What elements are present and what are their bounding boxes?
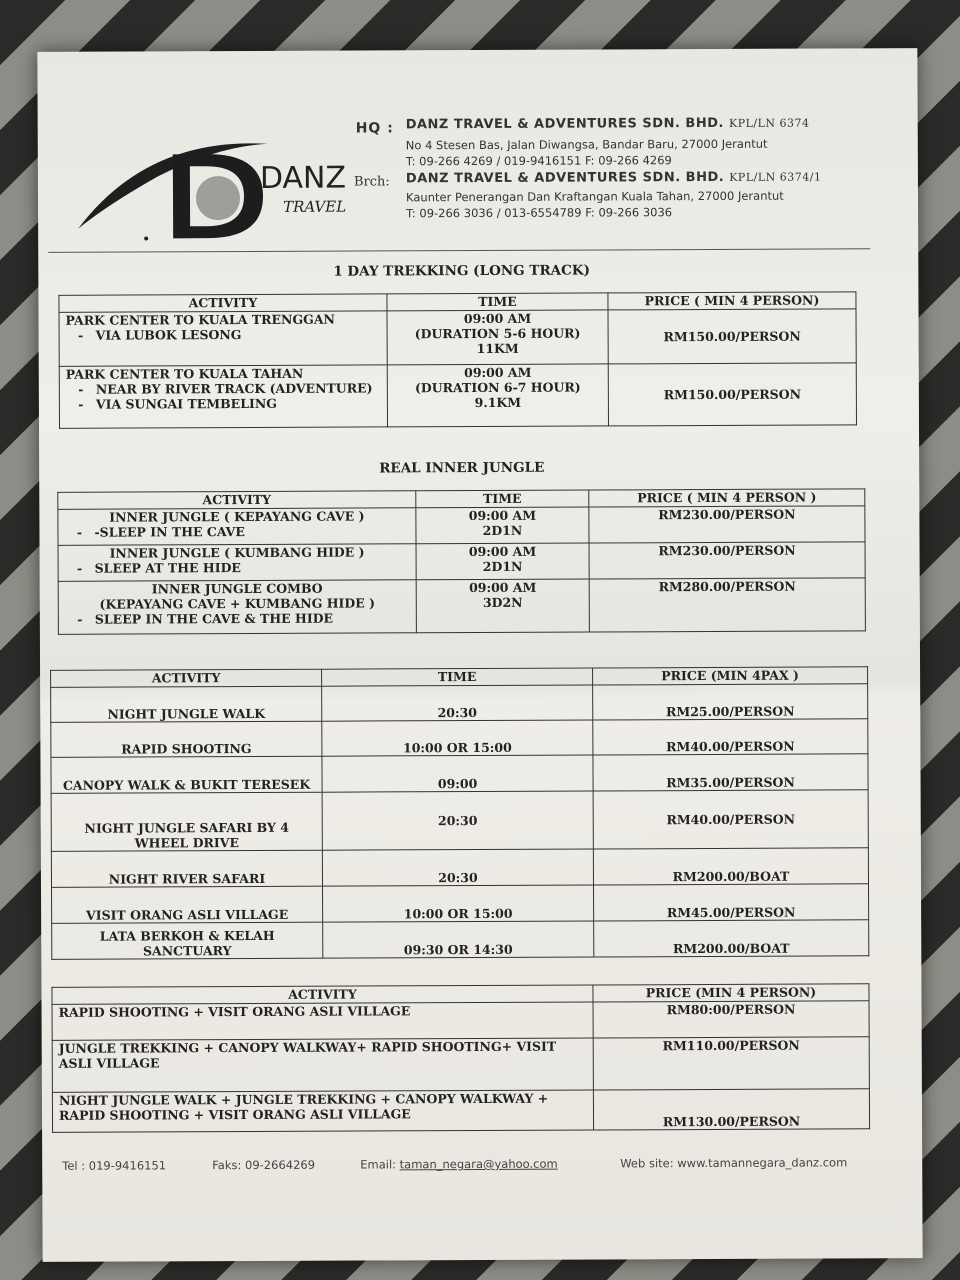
jungle-col-time: TIME xyxy=(416,490,589,508)
table-row xyxy=(58,506,865,546)
inner-jungle-title: REAL INNER JUNGLE xyxy=(379,459,545,477)
table-row xyxy=(52,884,869,924)
jungle-time-cell: 09:00 AM 3D2N xyxy=(416,579,589,633)
trekking-col-price: PRICE ( MIN 4 PERSON) xyxy=(608,292,856,310)
table-row xyxy=(59,309,856,366)
table-row xyxy=(59,363,856,428)
activity-name-cell: NIGHT JUNGLE SAFARI BY 4 WHEEL DRIVE xyxy=(51,792,322,851)
trekking-activity-cell: PARK CENTER TO KUALA TRENGGAN - VIA LUBOK LESONG xyxy=(59,311,387,366)
logo-text-sub: TRAVEL xyxy=(283,197,347,216)
jungle-col-activity: ACTIVITY xyxy=(58,491,416,510)
table-row xyxy=(51,848,868,888)
activity-name-cell: CANOPY WALK & BUKIT TERESEK xyxy=(51,756,322,793)
trekking-time-cell: 09:00 AM (DURATION 5-6 HOUR) 11KM xyxy=(387,310,608,365)
trekking-price-cell: RM150.00/PERSON xyxy=(608,363,856,426)
table-row xyxy=(58,542,865,582)
table-row xyxy=(51,790,868,852)
activity-price-cell: RM200.00/BOAT xyxy=(593,848,868,885)
branch-company: DANZ TRAVEL & ADVENTURES SDN. BHD. KPL/LN 6374/1 xyxy=(405,169,822,187)
footer-website: Web site: www.tamannegara_danz.com xyxy=(620,1155,848,1171)
activity-time-cell: 09:00 xyxy=(322,755,593,792)
activity-price-cell: RM45.00/PERSON xyxy=(594,884,869,921)
activity-time-cell: 20:30 xyxy=(322,685,593,721)
jungle-col-price: PRICE ( MIN 4 PERSON ) xyxy=(589,489,865,507)
activity-price-cell: RM200.00/BOAT xyxy=(594,920,869,957)
trekking-col-activity: ACTIVITY xyxy=(59,294,387,312)
packages-table xyxy=(51,983,870,1133)
trekking-title: 1 DAY TREKKING (LONG TRACK) xyxy=(333,262,591,280)
package-activity-cell: RAPID SHOOTING + VISIT ORANG ASLI VILLAGE xyxy=(52,1002,593,1040)
hq-label: HQ : xyxy=(355,120,394,137)
jungle-price-cell: RM230.00/PERSON xyxy=(589,506,865,543)
table-row xyxy=(51,754,868,794)
activities-table xyxy=(50,666,869,960)
table-row xyxy=(52,1037,869,1093)
footer-fax: Faks: 09-2664269 xyxy=(212,1157,316,1173)
activity-name-cell: NIGHT JUNGLE WALK xyxy=(51,686,322,722)
jungle-activity-cell: INNER JUNGLE COMBO (KEPAYANG CAVE + KUMBANG HIDE ) - SLEEP IN THE CAVE & THE HIDE xyxy=(58,580,416,635)
hq-address: No 4 Stesen Bas, Jalan Diwangsa, Bandar Baru, 27000 Jerantut xyxy=(405,136,768,153)
jungle-price-cell: RM280.00/PERSON xyxy=(589,578,865,632)
activity-name-cell: LATA BERKOH & KELAH SANCTUARY xyxy=(52,922,323,959)
trekking-price-cell: RM150.00/PERSON xyxy=(608,309,856,364)
hq-company: DANZ TRAVEL & ADVENTURES SDN. BHD. KPL/LN 6374 xyxy=(405,115,810,133)
footer-email: Email: taman_negara@yahoo.com xyxy=(360,1156,558,1172)
package-price-cell: RM110.00/PERSON xyxy=(593,1037,869,1090)
package-price-cell: RM130.00/PERSON xyxy=(593,1089,869,1130)
activity-price-cell: RM35.00/PERSON xyxy=(593,754,868,791)
activity-price-cell: RM25.00/PERSON xyxy=(593,684,868,720)
jungle-price-cell: RM230.00/PERSON xyxy=(589,542,865,579)
table-row xyxy=(51,684,868,723)
activity-time-cell: 20:30 xyxy=(322,849,593,886)
activity-name-cell: NIGHT RIVER SAFARI xyxy=(51,850,322,887)
activity-price-cell: RM40.00/PERSON xyxy=(593,790,868,849)
danz-travel-logo xyxy=(68,125,379,246)
activity-time-cell: 09:30 OR 14:30 xyxy=(323,921,594,958)
header-divider xyxy=(48,248,870,253)
footer-tel: Tel : 019-9416151 xyxy=(62,1158,167,1173)
email-link[interactable]: taman_negara@yahoo.com xyxy=(399,1156,558,1172)
trekking-col-time: TIME xyxy=(387,293,608,311)
activity-time-cell: 10:00 OR 15:00 xyxy=(322,720,593,756)
trekking-table xyxy=(58,291,857,428)
package-activity-cell: JUNGLE TREKKING + CANOPY WALKWAY+ RAPID SHOOTING+ VISIT ASLI VILLAGE xyxy=(52,1038,593,1092)
activities-col-time: TIME xyxy=(322,668,593,686)
trekking-time-cell: 09:00 AM (DURATION 6-7 HOUR) 9.1KM xyxy=(387,364,608,427)
activity-time-cell: 10:00 OR 15:00 xyxy=(323,885,594,922)
logo-text-main: DANZ xyxy=(259,160,347,196)
activity-price-cell: RM40.00/PERSON xyxy=(593,719,868,755)
package-price-cell: RM80:00/PERSON xyxy=(593,1001,869,1038)
table-row xyxy=(52,1089,869,1133)
table-row xyxy=(52,920,869,960)
activity-time-cell: 20:30 xyxy=(322,791,593,850)
table-row xyxy=(51,719,868,758)
trekking-activity-cell: PARK CENTER TO KUALA TAHAN - NEAR BY RIVER TRACK (ADVENTURE) - VIA SUNGAI TEMBELING xyxy=(59,365,387,428)
activities-col-price: PRICE (MIN 4PAX ) xyxy=(593,667,868,685)
branch-phone: T: 09-266 3036 / 013-6554789 F: 09-266 3036 xyxy=(406,205,673,221)
packages-col-price: PRICE (MIN 4 PERSON) xyxy=(593,984,869,1002)
jungle-time-cell: 09:00 AM 2D1N xyxy=(416,543,589,580)
packages-col-activity: ACTIVITY xyxy=(52,985,593,1004)
activities-col-activity: ACTIVITY xyxy=(51,669,322,687)
branch-label: Brch: xyxy=(353,174,390,190)
price-list-sheet xyxy=(37,48,922,1262)
branch-address: Kaunter Penerangan Dan Kraftangan Kuala Tahan, 27000 Jerantut xyxy=(405,188,784,205)
jungle-time-cell: 09:00 AM 2D1N xyxy=(416,507,589,544)
table-row xyxy=(52,1001,869,1041)
inner-jungle-table xyxy=(57,488,866,635)
hq-phone: T: 09-266 4269 / 019-9416151 F: 09-266 4269 xyxy=(405,153,672,169)
package-activity-cell: NIGHT JUNGLE WALK + JUNGLE TREKKING + CANOPY WALKWAY + RAPID SHOOTING + VISIT ORANG ASLI VILLAGE xyxy=(52,1090,593,1132)
jungle-activity-cell: INNER JUNGLE ( KEPAYANG CAVE ) - -SLEEP IN THE CAVE xyxy=(58,508,416,546)
table-row xyxy=(58,578,865,635)
activity-name-cell: VISIT ORANG ASLI VILLAGE xyxy=(52,886,323,923)
jungle-activity-cell: INNER JUNGLE ( KUMBANG HIDE ) - SLEEP AT THE HIDE xyxy=(58,544,416,582)
activity-name-cell: RAPID SHOOTING xyxy=(51,721,322,757)
